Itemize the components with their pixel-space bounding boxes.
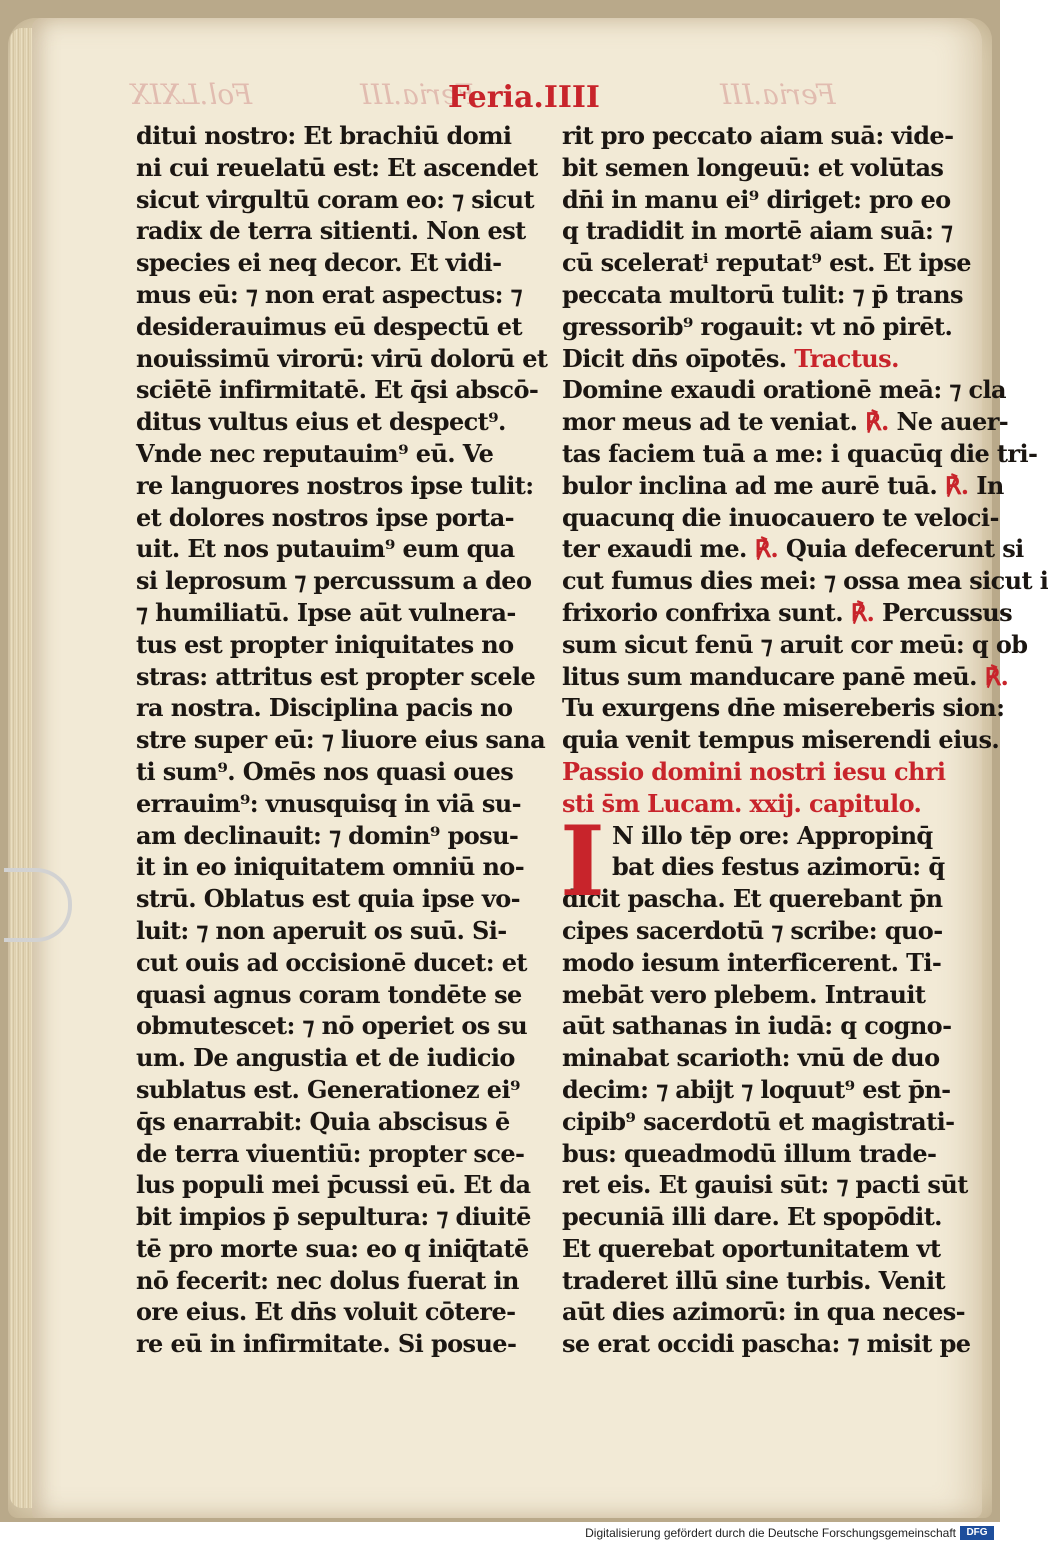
rubric-text: ℟. <box>984 661 1009 691</box>
text-line: ore eius. Et dn̄s voluit cōtere- <box>136 1297 516 1327</box>
line-text-tail: In <box>968 470 1004 500</box>
line-text: quia venit tempus miserendi eius. <box>562 725 1000 755</box>
line-text: bus: queadmodū illum trade- <box>562 1138 937 1168</box>
text-line <box>562 406 1009 438</box>
text-line: desiderauimus eū despectū et <box>136 311 522 341</box>
line-text: dicit pascha. Et querebant p̄n <box>562 884 943 914</box>
text-line: de terra viuentiū: propter sce- <box>136 1138 525 1168</box>
line-text: Tu exurgens dn̄e misereberis sion: <box>562 693 1005 723</box>
text-line <box>562 661 1009 693</box>
page-header <box>130 78 950 118</box>
line-text: ret eis. Et gauisi sūt: ⁊ pacti sūt <box>562 1170 968 1200</box>
text-line: sublatus est. Generationez ei⁹ <box>136 1074 520 1104</box>
rubric-text: ℟. <box>944 470 969 500</box>
text-line: tē pro morte sua: eo q iniq̄tatē <box>136 1233 529 1263</box>
bleed-through-folio: Fol.LXIX <box>130 78 253 111</box>
line-text: Domine exaudi orationē meā: ⁊ cla <box>562 375 1006 405</box>
text-line <box>562 502 999 534</box>
text-line: re eū in infirmitate. Si posue- <box>136 1329 517 1359</box>
rubric-text: ℟. <box>865 407 889 437</box>
line-text: tas faciem tuā a me: i quacūq die tri- <box>562 438 1038 468</box>
text-line: stras: attritus est propter scele <box>136 661 536 691</box>
text-line <box>562 438 1038 470</box>
line-text: rit pro peccato aiam suā: vide- <box>562 121 954 150</box>
text-line <box>562 1074 951 1106</box>
text-line <box>562 820 944 852</box>
line-text-tail: Percussus <box>874 597 1013 627</box>
text-line <box>562 1265 944 1297</box>
text-line: ditui nostro: Et brachiū domi <box>136 121 512 150</box>
line-text: mebāt vero plebem. Intrauit <box>562 979 926 1009</box>
text-line <box>562 756 944 788</box>
rubric-text: Passio domini nostri iesu chri <box>562 756 946 786</box>
text-line: it in eo iniquitatem omniū no- <box>136 852 525 882</box>
text-line <box>562 1138 944 1170</box>
line-text: bat dies festus azimorū: q̄ <box>612 852 945 882</box>
text-line: am declinauit: ⁊ domin⁹ posu- <box>136 820 519 850</box>
line-text: cut fumus dies mei: ⁊ ossa mea sicut i <box>562 566 1048 596</box>
text-line <box>562 1201 944 1233</box>
text-line: quasi agnus coram tondēte se <box>136 979 522 1009</box>
text-line <box>562 788 944 820</box>
text-line <box>562 343 944 375</box>
line-text: litus sum manducare panē meū. <box>562 661 985 691</box>
text-line: stre super eū: ⁊ liuore eius sana <box>136 725 546 755</box>
text-line: cut ouis ad occisionē ducet: et <box>136 947 527 977</box>
line-text: ter exaudi me. <box>562 534 755 564</box>
text-line <box>562 1169 968 1201</box>
text-line <box>562 247 971 279</box>
rubric-text: sti s̄m Lucam. xxij. capitulo. <box>562 788 922 818</box>
text-line: bit impios p̄ sepultura: ⁊ diuitē <box>136 1202 531 1232</box>
rubric-text: ℟. <box>850 597 875 627</box>
line-text: modo iesum interficerent. Ti- <box>562 947 942 977</box>
text-line: mus eū: ⁊ non erat aspectus: ⁊ <box>136 279 523 309</box>
text-line <box>562 947 944 979</box>
text-line <box>562 311 953 343</box>
line-text: q tradidit in mortē aiam suā: ⁊ <box>562 216 953 246</box>
text-line: errauim⁹: vnusquisq in viā su- <box>136 788 521 818</box>
text-line: ditus vultus eius et despect⁹. <box>136 407 506 437</box>
running-title: Feria.IIII <box>448 80 600 115</box>
line-text: quacunq die inuocauero te veloci- <box>562 502 999 532</box>
bleed-through-title: Feria.III <box>360 78 476 111</box>
text-line <box>562 692 1005 724</box>
text-line: ti sum⁹. Omēs nos quasi oues <box>136 756 514 786</box>
text-line <box>562 724 1000 756</box>
line-text: se erat occidi pascha: ⁊ misit pe <box>562 1329 971 1359</box>
text-line: q̄s enarrabit: Quia abscisus ē <box>136 1106 510 1136</box>
line-text: cipes sacerdotū ⁊ scribe: quo- <box>562 915 943 945</box>
text-line <box>562 979 944 1011</box>
line-text: cū sceleratⁱ reputat⁹ est. Et ipse <box>562 248 971 278</box>
text-line <box>562 1233 944 1265</box>
text-line: re languores nostros ipse tulit: <box>136 470 534 500</box>
line-text: cipib⁹ sacerdotū et magistrati- <box>562 1106 955 1136</box>
line-text: mor meus ad te veniat. <box>562 407 866 437</box>
text-line <box>562 470 1004 502</box>
line-text: pecuniā illi dare. Et spopōdit. <box>562 1202 942 1232</box>
text-line: si leprosum ⁊ percussum a deo <box>136 566 532 596</box>
text-line: luit: ⁊ non aperuit os suū. Si- <box>136 915 507 945</box>
text-line: ra nostra. Disciplina pacis no <box>136 693 513 723</box>
line-text: Et querebat oportunitatem vt <box>562 1233 941 1263</box>
line-text: traderet illū sine turbis. Venit <box>562 1265 945 1295</box>
text-line <box>562 152 944 184</box>
text-line: radix de terra sitienti. Non est <box>136 216 526 246</box>
text-line: ⁊ humiliatū. Ipse aūt vulnera- <box>136 597 516 627</box>
line-text: sum sicut fenū ⁊ aruit cor meū: q ob <box>562 629 1028 659</box>
line-text: peccata multorū tulit: ⁊ p̄ trans <box>562 279 963 309</box>
text-line <box>562 565 1048 597</box>
text-line <box>562 1042 944 1074</box>
text-line: sicut virgultū coram eo: ⁊ sicut <box>136 184 534 214</box>
text-line <box>562 1328 971 1360</box>
line-text: aūt sathanas in iudā: q cogno- <box>562 1011 952 1041</box>
text-line: strū. Oblatus est quia ipse vo- <box>136 884 520 914</box>
text-line: et dolores nostros ipse porta- <box>136 502 515 532</box>
line-text: N illo tēp ore: Appropinq̄ <box>612 820 933 850</box>
dfg-logo: DFG <box>960 1526 994 1540</box>
text-line: lus populi mei p̄cussi eū. Et da <box>136 1170 531 1200</box>
text-line: obmutescet: ⁊ nō operiet os su <box>136 1011 528 1041</box>
text-line: um. De angustia et de iudicio <box>136 1043 515 1073</box>
text-line <box>562 1010 952 1042</box>
line-text: aūt dies azimorū: in qua neces- <box>562 1297 966 1327</box>
text-line: uit. Et nos putauim⁹ eum qua <box>136 534 515 564</box>
line-text: Dicit dn̄s oīpotēs. <box>562 343 795 373</box>
line-text-tail: Ne auer- <box>888 407 1009 437</box>
text-line <box>562 883 944 915</box>
text-line: nouissimū virorū: virū dolorū et <box>136 343 548 373</box>
text-line: species ei neq decor. Et vidi- <box>136 248 502 278</box>
line-text: dn̄i in manu ei⁹ diriget: pro eo <box>562 184 951 214</box>
line-text: minabat scarioth: vnū de duo <box>562 1043 940 1073</box>
bleed-through-title-2: Feria.III <box>720 78 836 111</box>
rubric-text: Tractus. <box>794 343 899 373</box>
text-line <box>562 374 1006 406</box>
text-line <box>562 1296 966 1328</box>
left-column <box>136 120 548 1360</box>
text-line: Vnde nec reputauim⁹ eū. Ve <box>136 438 494 468</box>
text-line <box>562 851 944 883</box>
footer-bar <box>0 1522 1000 1545</box>
text-line <box>562 533 1024 565</box>
right-column <box>560 120 1048 1360</box>
text-line <box>562 120 954 152</box>
line-text-tail: Quia defecerunt si <box>778 534 1024 564</box>
text-line: nō fecerit: nec dolus fuerat in <box>136 1265 519 1295</box>
line-text: bit semen longeuū: et volūtas <box>562 152 944 182</box>
text-line: ni cui reuelatū est: Et ascendet <box>136 152 538 182</box>
text-line <box>562 184 951 216</box>
line-text: frixorio confrixa sunt. <box>562 597 851 627</box>
paper-clip <box>4 868 72 942</box>
funding-notice: Digitalisierung gefördert durch die Deutsche Forschungsgemeinschaft <box>585 1526 956 1540</box>
rubric-text: ℟. <box>754 534 779 564</box>
text-line <box>562 915 944 947</box>
text-line <box>562 215 953 247</box>
text-line: sciētē infirmitatē. Et q̄si abscō- <box>136 375 539 405</box>
text-line <box>562 279 963 311</box>
text-line <box>562 597 1013 629</box>
text-line: tus est propter iniquitates no <box>136 629 514 659</box>
drop-capital: I <box>560 805 605 918</box>
line-text: bulor inclina ad me aurē tuā. <box>562 470 945 500</box>
text-line <box>562 629 1028 661</box>
line-text: decim: ⁊ abijt ⁊ loquut⁹ est p̄n- <box>562 1074 951 1104</box>
line-text: gressorib⁹ rogauit: vt nō pirēt. <box>562 311 953 341</box>
text-line <box>562 1106 955 1138</box>
